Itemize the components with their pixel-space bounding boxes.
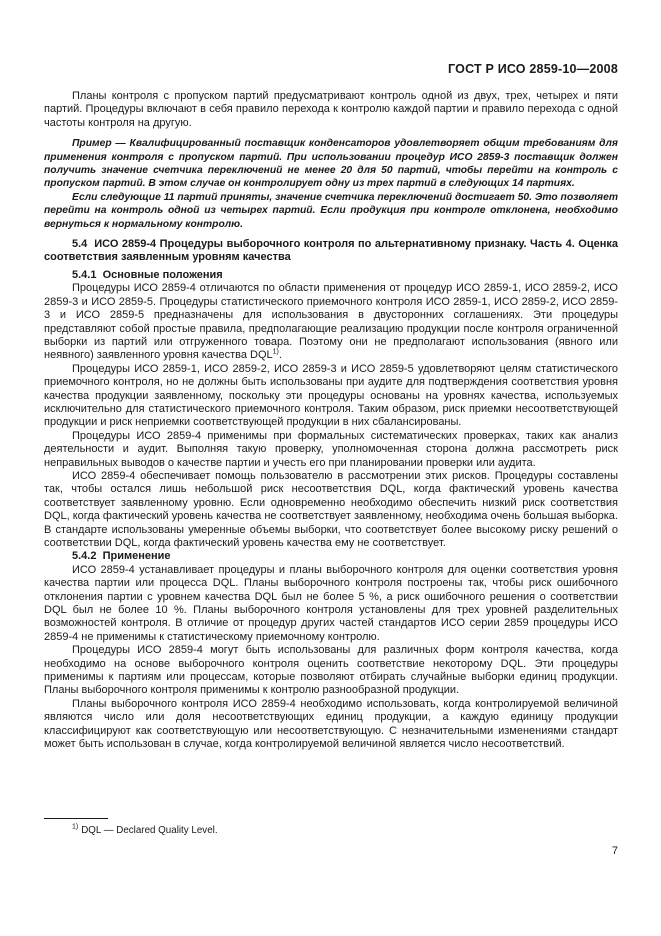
section-5-4-1-paragraph-3: Процедуры ИСО 2859-4 применимы при формальных систематических проверках, таких как анализ деятельности и аудит. Выполняя такую проверку, уполномоченная сторона должна рассмотреть риск неправильных выводов о качестве партии и учесть его при планировании проверки или аудита.	[44, 429, 618, 469]
section-5-4-1-paragraph-4: ИСО 2859-4 обеспечивает помощь пользователю в рассмотрении этих рисков. Процедуры составлены так, чтобы остался лишь небольшой риск несоответствия DQL, когда фактический уровень качества соответствует заявленному уровню. Если одновременно необходимо обеспечить низкий риск соответствия DQL, когда фактический уровень качества не соответствует заявленному, необходима очень большая выборка. В стандарте использованы умеренные объемы выборки, что соответствует более высокому риску решений о соответствии DQL, когда фактический уровень качества ему не соответствует.	[44, 469, 618, 549]
section-5-4-2-heading: 5.4.2 Применение	[72, 550, 171, 563]
footnote-marker: 1)	[72, 823, 79, 831]
section-5-4-2-paragraph-3: Планы выборочного контроля ИСО 2859-4 необходимо использовать, когда контролируемой величиной являются число или доля несоответствующих единиц продукции, а каждую единицу продукции классифицируют как соответствующую или несоответствующую. С незначительными изменениями стандарт может быть использован в случае, когда контролируемой величиной является число несоответствий.	[44, 697, 618, 751]
section-5-4-2-paragraph-2: Процедуры ИСО 2859-4 могут быть использованы для различных форм контроля качества, когда необходимо на основе выборочного контроля оценить соответствие некоторому DQL. Эти процедуры применимы к партиям или процессам, которые позволяют отбирать случайные выборки единиц продукции. Планы выборочного контроля применимы к контролю разнообразной продукции.	[44, 644, 618, 697]
intro-paragraph: Планы контроля с пропуском партий предусматривают контроль одной из двух, трех, четырех и пяти партий. Процедуры включают в себя правило перехода к контролю каждой партии и правило перехода с одной частоты контроля на другую.	[44, 90, 618, 129]
example-paragraph-2: Если следующие 11 партий приняты, значение счетчика переключений достигает 50. Это позволяет перейти на контроль одной из четырех партий. Если продукция при контроле отклонена, необходимо вернуться к нормальному контролю.	[44, 191, 618, 230]
example-paragraph-1: Пример — Квалифицированный поставщик конденсаторов удовлетворяет общим требованиям для применения контроля с пропуском партий. При использовании процедур ИСО 2859-3 поставщик должен получить значение счетчика переключений не менее 20 для 50 партий, чтобы перейти на контроль с пропуском партий. В этом случае он контролирует одну из трех партий в следующих 14 партиях.	[44, 138, 618, 190]
standard-designation-header: ГОСТ Р ИСО 2859-10—2008	[448, 62, 618, 76]
paragraph-text: Процедуры ИСО 2859-4 отличаются по области применения от процедур ИСО 2859-1, ИСО 2859-2, ИСО 2859-3 и ИСО 2859-5. Процедуры статистического приемочного контроля ИСО 2859-1, ИСО 2859-2, ИСО 2859-3 и ИСО 2859-5 предназначены для использования в двусторонних соглашениях. Эти процедуры представляют собой простые правила, предполагающие реализацию продукции после контроля ограниченной выборки из партий или отгруженного товара. Поэтому они не предполагают использования (явного или неявного) заявленного уровня качества DQL	[44, 282, 618, 362]
section-5-4-2-paragraph-1: ИСО 2859-4 устанавливает процедуры и планы выборочного контроля для оценки соответствия уровня качества партии или процесса DQL. Планы выборочного контроля построены так, чтобы риск ошибочного отклонения партии с уровнем качества DQL был не более 5 %, а риск ошибочного решения о соответствии DQL был не более 10 %. Планы выборочного контроля установлены для трех уровней разделительных возможностей контроля. В отличие от процедур других частей стандартов ИСО серии 2859 процедуры ИСО 2859-4 не применимы к статистическому приемочному контролю.	[44, 563, 618, 643]
paragraph-text: .	[278, 349, 282, 362]
footnote	[44, 825, 618, 837]
page-number: 7	[611, 845, 618, 857]
footnote-reference-icon: 1)	[272, 348, 279, 356]
footnote-text: DQL — Declared Quality Level.	[81, 825, 218, 836]
section-5-4-1-paragraph-2: Процедуры ИСО 2859-1, ИСО 2859-2, ИСО 2859-3 и ИСО 2859-5 удовлетворяют целям статистического приемочного контроля, но не должны быть использованы при аудите для подтверждения соответствия уровня качества продукции заявленному, поскольку эти процедуры основаны на уровнях качества, используемых исключительно для статистического приемочного контроля. Таким образом, риск приемки несоответствующей продукции и риск неприемки соответствующей продукции в них сбалансированы.	[44, 362, 618, 429]
footnote-divider	[44, 818, 108, 819]
section-5-4-heading: 5.4 ИСО 2859-4 Процедуры выборочного контроля по альтернативному признаку. Часть 4. Оценка соответствия заявленным уровням качества	[44, 238, 618, 264]
section-5-4-1-heading: 5.4.1 Основные положения	[72, 268, 223, 281]
section-5-4-1-paragraph-1	[44, 282, 618, 362]
